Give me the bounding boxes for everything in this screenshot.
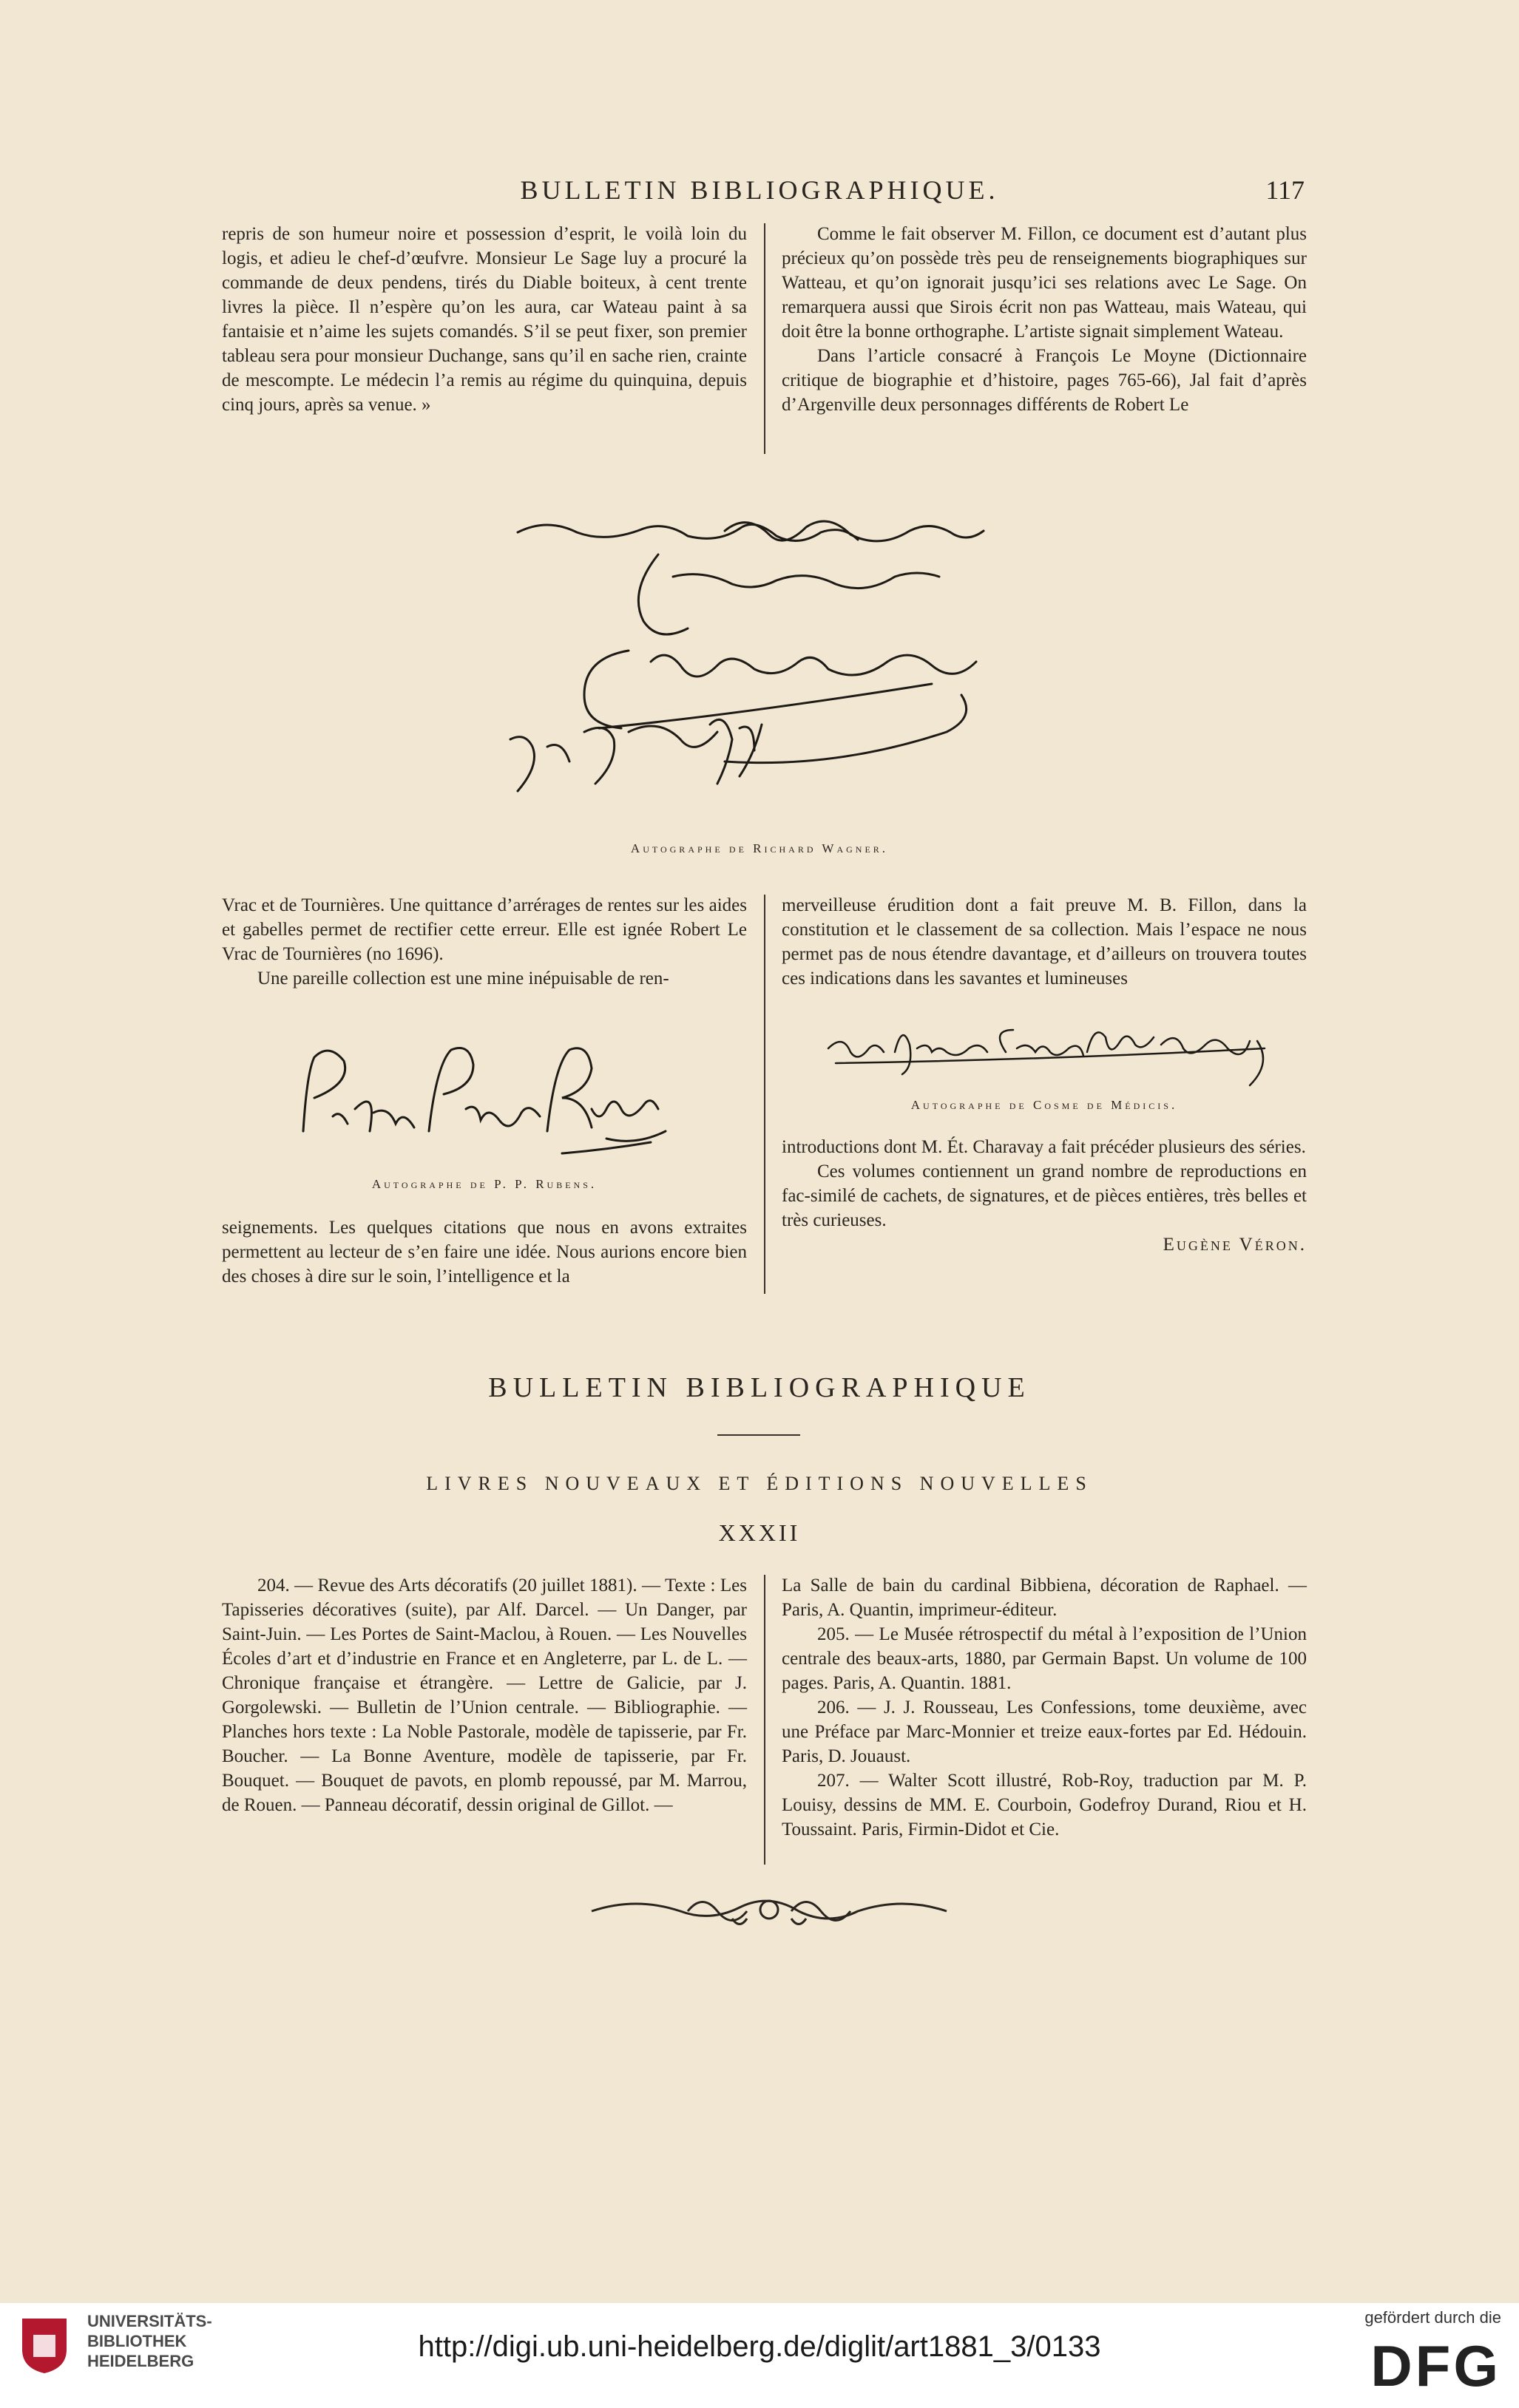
mid-right-column-lower <box>782 1135 1307 1257</box>
rubens-autograph <box>281 1028 695 1176</box>
rubens-handwriting <box>281 1028 695 1176</box>
entry-206: 206. — J. J. Rousseau, Les Confessions, tome deuxième, avec une Préface par Marc-Monnier et treize eaux-fortes par Ed. Hédouin. Paris, D. Jouaust. <box>782 1698 1307 1766</box>
top-right-paragraph-2: Dans l’article consacré à François Le Moyne (Dictionnaire critique de biographie et d’histoire, pages 765-66), Jal fait d’après d’Argenville deux personnages différents de Robert Le <box>782 346 1307 415</box>
section-number: XXXII <box>718 1519 801 1546</box>
top-left-column <box>222 222 747 417</box>
entry-207: 207. — Walter Scott illustré, Rob-Roy, traduction par M. P. Louisy, dessins de MM. E. Courboin, Godefroy Durand, Riou et H. Toussaint. Paris, Firmin-Didot et Cie. <box>782 1771 1307 1839</box>
library-line-3: HEIDELBERG <box>87 2352 194 2370</box>
library-line-1: UNIVERSITÄTS- <box>87 2312 212 2330</box>
rubens-caption: Autographe de P. P. Rubens. <box>371 1177 598 1191</box>
mid-left-column-upper <box>222 893 747 991</box>
library-line-2: BIBLIOTHEK <box>87 2332 187 2350</box>
mid-right-paragraph-2: introductions dont M. Ét. Charavay a fait précéder plusieurs des séries. <box>782 1137 1306 1157</box>
mid-left-paragraph-1: Vrac et de Tournières. Une quittance d’arrérages de rentes sur les aides et gabelles permet de rectifier cette erreur. Elle est ignée Robert Le Vrac de Tournières (no 1696). <box>222 895 747 964</box>
cosme-handwriting <box>821 1019 1279 1093</box>
page-number: 117 <box>1265 175 1305 205</box>
cosme-caption: Autographe de Cosme de Médicis. <box>910 1098 1178 1112</box>
mid-left-column-lower <box>222 1215 747 1289</box>
source-url-link[interactable]: http://digi.ub.uni-heidelberg.de/diglit/art1881_3/0133 <box>418 2330 1101 2363</box>
cosme-autograph <box>821 1019 1279 1093</box>
entry-204: 204. — Revue des Arts décoratifs (20 juillet 1881). — Texte : Les Tapisseries décoratives (suite), par Alf. Darcel. — Un Danger, par Saint-Juin. — Les Portes de Saint-Maclou, à Rouen. — Les Nouvelles Écoles d’art et d’industrie en France et en Angleterre, par L. de L. — Chronique française et étrangère. — Lettre de Galicie, par J. Gorgolewski. — Bulletin de l’Union centrale. — Bibliographie. — Planches hors texte : La Noble Pastorale, modèle de tapisserie, par Fr. Boucher. — La Bonne Aventure, modèle de tapisserie, par Fr. Bouquet. — Bouquet de pavots, en plomb repoussé, par M. Marrou, de Rouen. — Panneau décoratif, dessin original de Gillot. — <box>222 1576 747 1815</box>
wagner-handwriting <box>414 488 1124 828</box>
decorative-ornament <box>584 1889 954 1933</box>
column-divider-bottom <box>764 1575 765 1865</box>
author-signature: Eugène Véron. <box>1163 1235 1307 1255</box>
section-subtitle: LIVRES NOUVEAUX ET ÉDITIONS NOUVELLES <box>426 1473 1093 1494</box>
mid-right-column-upper <box>782 893 1307 991</box>
mid-left-paragraph-3: seignements. Les quelques citations que nous en avons extraites permettent au lecteur de s’en faire une idée. Nous aurions encore bien des choses à dire sur le soin, l’intelligence et la <box>222 1218 747 1286</box>
title-underline <box>717 1434 800 1436</box>
top-right-paragraph-1: Comme le fait observer M. Fillon, ce document est d’autant plus précieux qu’on possède très peu de renseignements biographiques sur Watteau, et qu’on ignorait jusqu’ici ses relations avec Le Sage. On remarquera aussi que Sirois écrit non pas Watteau, mais Wateau, qui doit être la bonne orthographe. L’artiste signait simplement Wateau. <box>782 224 1307 342</box>
bottom-left-column <box>222 1573 747 1817</box>
top-right-column <box>782 222 1307 417</box>
mid-right-paragraph-3: Ces volumes contiennent un grand nombre de reproductions en fac-similé de cachets, de signatures, et de pièces entières, très belles et très curieuses. <box>782 1161 1307 1230</box>
mid-right-paragraph-1: merveilleuse érudition dont a fait preuve M. B. Fillon, dans la constitution et le classement de sa collection. Mais l’espace ne nous permet pas de nous étendre davantage, et d’ailleurs on trouvera toutes ces indications dans les savantes et lumineuses <box>782 895 1307 988</box>
running-header-title: BULLETIN BIBLIOGRAPHIQUE. <box>520 175 999 205</box>
dfg-logo: DFG <box>1370 2333 1501 2398</box>
wagner-autograph <box>414 488 1124 828</box>
bottom-right-column <box>782 1573 1307 1842</box>
funding-label: gefördert durch die <box>1364 2308 1501 2327</box>
top-left-paragraph: repris de son humeur noire et possession d’esprit, le voilà loin du logis, et adieu le chef-d’œufvre. Monsieur Le Sage luy a procuré la commande de deux pendens, tirés du Diable boiteux, à cent trente livres la pièce. Il n’espère qu’on les aura, car Wateau paint à sa fantaisie et n’aime les sujets comandés. S’il se peut fixer, son premier tableau sera pour monsieur Duchange, sans qu’il en sache rien, crainte de mescompte. Le médecin l’a remis au régime du quinquina, depuis cinq jours, après sa venue. » <box>222 224 747 415</box>
section-title: BULLETIN BIBLIOGRAPHIQUE <box>488 1372 1031 1403</box>
entry-204-continued: La Salle de bain du cardinal Bibbiena, décoration de Raphael. — Paris, A. Quantin, imprimeur-éditeur. <box>782 1576 1307 1620</box>
mid-left-paragraph-2: Une pareille collection est une mine inépuisable de ren- <box>257 969 669 988</box>
column-divider-middle <box>764 895 765 1294</box>
column-divider <box>764 223 765 454</box>
entry-205: 205. — Le Musée rétrospectif du métal à l’exposition de l’Union centrale des beaux-arts, 1880, par Germain Bapst. Un volume de 100 pages. Paris, A. Quantin. 1881. <box>782 1624 1307 1693</box>
wagner-caption: Autographe de Richard Wagner. <box>630 841 889 855</box>
